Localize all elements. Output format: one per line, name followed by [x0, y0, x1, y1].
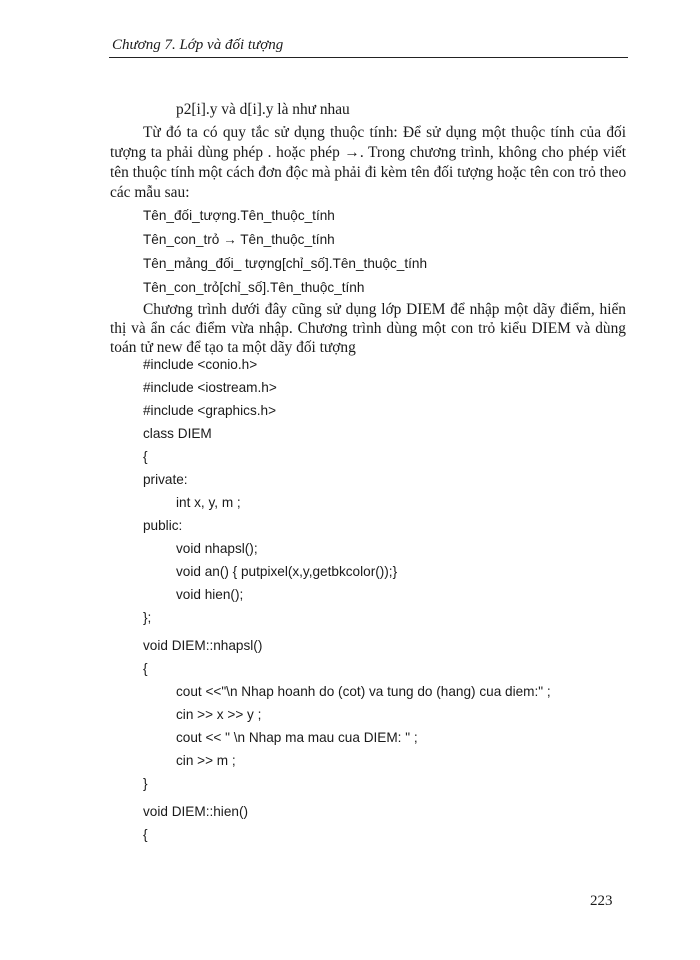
paragraph-1-line-2: tượng ta phải dùng phép . hoặc phép →. Trong chương trình, không cho phép viết: [110, 144, 626, 161]
chapter-header: Chương 7. Lớp và đối tượng: [112, 37, 284, 53]
code-line: };: [143, 610, 152, 625]
header-divider: [109, 57, 628, 58]
code-line: #include <iostream.h>: [143, 380, 277, 395]
code-line: void hien();: [176, 587, 244, 602]
code-line: cout << " \n Nhap ma mau cua DIEM: " ;: [176, 730, 418, 745]
code-line: #include <graphics.h>: [143, 403, 277, 418]
paragraph-2-line-1: Chương trình dưới đây cũng sử dụng lớp DIEM để nhập một dãy điểm, hiển: [143, 301, 626, 318]
code-line: {: [143, 449, 148, 464]
continuation-line: p2[i].y và d[i].y là như nhau: [176, 101, 350, 118]
code-line: {: [143, 661, 148, 676]
code-line: cin >> x >> y ;: [176, 707, 262, 722]
code-line: private:: [143, 472, 188, 487]
pattern-array-attribute: Tên_mảng_đối_ tượng[chỉ_số].Tên_thuộc_tính: [143, 256, 428, 271]
code-line: public:: [143, 518, 183, 533]
code-line: {: [143, 827, 148, 842]
pattern-pointer-index-attribute: Tên_con_trỏ[chỉ_số].Tên_thuộc_tính: [143, 280, 365, 295]
code-line: }: [143, 776, 148, 791]
code-line: int x, y, m ;: [176, 495, 241, 510]
code-line: void DIEM::nhapsl(): [143, 638, 263, 653]
pattern-pointer-attribute: Tên_con_trỏ → Tên_thuộc_tính: [143, 232, 335, 247]
code-line: void an() { putpixel(x,y,getbkcolor());}: [176, 564, 398, 579]
pattern-object-attribute: Tên_đối_tượng.Tên_thuộc_tính: [143, 208, 335, 223]
code-line: cout <<"\n Nhap hoanh do (cot) va tung do (hang) cua diem:" ;: [176, 684, 551, 699]
paragraph-2-line-3: toán tử new để tạo ta một dãy đối tượng: [110, 339, 356, 356]
code-line: void nhapsl();: [176, 541, 258, 556]
paragraph-1-line-1: Từ đó ta có quy tắc sử dụng thuộc tính: Để sử dụng một thuộc tính của đối: [143, 124, 626, 141]
code-line: #include <conio.h>: [143, 357, 258, 372]
paragraph-1-line-3: tên thuộc tính một cách đơn độc mà phải đi kèm tên đối tượng hoặc tên con trỏ theo: [110, 164, 627, 181]
paragraph-1-line-4: các mẫu sau:: [110, 184, 190, 201]
code-line: void DIEM::hien(): [143, 804, 249, 819]
paragraph-2-line-2: thị và ẩn các điểm vừa nhập. Chương trình dùng một con trỏ kiểu DIEM và dùng: [110, 320, 626, 337]
code-line: cin >> m ;: [176, 753, 236, 768]
code-line: class DIEM: [143, 426, 212, 441]
page-number: 223: [590, 893, 613, 909]
